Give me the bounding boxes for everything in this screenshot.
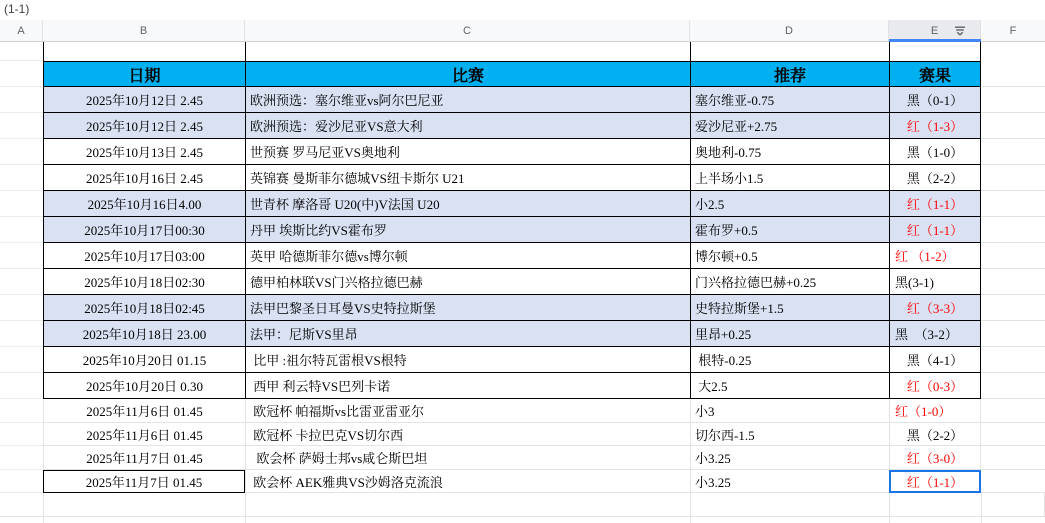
cell-date[interactable]: 2025年10月12日 2.45 — [43, 87, 245, 113]
column-header-d-label: D — [785, 24, 793, 37]
cell-match[interactable]: 欧会杯 萨姆士邦vs咸仑斯巴坦 — [245, 446, 690, 470]
cell-empty[interactable] — [981, 61, 1045, 87]
cell-match[interactable]: 欧洲预选：塞尔维亚vs阿尔巴尼亚 — [245, 87, 690, 113]
cell-result[interactable]: 红（1-1） — [889, 191, 981, 217]
header-cell-date[interactable]: 日期 — [43, 61, 245, 87]
cell-tip[interactable]: 小2.5 — [690, 191, 889, 217]
cell-match[interactable]: 欧冠杯 卡拉巴克VS切尔西 — [245, 423, 690, 446]
cell-empty[interactable] — [981, 42, 1045, 61]
cell-date[interactable]: 2025年10月16日 2.45 — [43, 165, 245, 191]
header-cell-result[interactable]: 赛果 — [889, 61, 981, 87]
cell-empty[interactable] — [0, 87, 43, 113]
cell-date[interactable]: 2025年11月6日 01.45 — [43, 399, 245, 423]
cell-match[interactable]: 英锦赛 曼斯菲尔德城VS纽卡斯尔 U21 — [245, 165, 690, 191]
cell-empty[interactable] — [981, 446, 1045, 470]
cell-empty[interactable] — [981, 87, 1045, 113]
cell-empty[interactable] — [0, 139, 43, 165]
cell-empty[interactable] — [0, 217, 43, 243]
cell-tip[interactable]: 小3 — [690, 399, 889, 423]
cell-empty[interactable] — [981, 295, 1045, 321]
cell-tip[interactable]: 根特-0.25 — [690, 347, 889, 373]
cell-result[interactable]: 红（1-0） — [889, 399, 981, 423]
header-cell-match[interactable]: 比赛 — [245, 61, 690, 87]
column-header-c-label: C — [463, 24, 471, 37]
column-header-b-label: B — [139, 24, 148, 37]
cell-empty[interactable] — [690, 493, 889, 517]
column-header-f-label: F — [1009, 24, 1017, 37]
cell-tip[interactable]: 霍布罗+0.5 — [690, 217, 889, 243]
cell-result[interactable]: 红（1-3） — [889, 113, 981, 139]
column-header-b[interactable] — [43, 20, 245, 41]
cell-empty[interactable] — [0, 347, 43, 373]
cell-match[interactable]: 世青杯 摩洛哥 U20(中)V法国 U20 — [245, 191, 690, 217]
cell-match[interactable]: 英甲 哈德斯菲尔德vs博尔顿 — [245, 243, 690, 269]
header-cell-tip[interactable]: 推荐 — [690, 61, 889, 87]
cell-empty[interactable] — [0, 423, 43, 446]
cell-date[interactable]: 2025年10月20日 01.15 — [43, 347, 245, 373]
cell-result[interactable]: 黑（2-2） — [889, 165, 981, 191]
cell-empty[interactable] — [690, 517, 889, 523]
cell-empty[interactable] — [889, 517, 981, 523]
cell-date[interactable]: 2025年11月6日 01.45 — [43, 423, 245, 446]
cell-tip[interactable]: 切尔西-1.5 — [690, 423, 889, 446]
cell-result[interactable]: 红（3-0） — [889, 446, 981, 470]
cell-match[interactable]: 法甲：尼斯VS里昂 — [245, 321, 690, 347]
cell-empty[interactable] — [0, 191, 43, 217]
cell-tip[interactable]: 史特拉斯堡+1.5 — [690, 295, 889, 321]
cell-empty[interactable] — [0, 269, 43, 295]
cell-result[interactable]: 黑（0-1） — [889, 87, 981, 113]
cell-empty[interactable] — [0, 61, 43, 87]
cell-result[interactable]: 红（1-1） — [889, 470, 981, 493]
cell-date[interactable]: 2025年10月18日02:45 — [43, 295, 245, 321]
cell-match[interactable]: 欧冠杯 帕福斯vs比雷亚雷亚尔 — [245, 399, 690, 423]
cell-empty[interactable] — [245, 42, 690, 61]
column-header-f[interactable] — [981, 20, 1045, 41]
cell-tip[interactable]: 博尔顿+0.5 — [690, 243, 889, 269]
column-header-a-label: A — [17, 24, 25, 37]
cell-empty[interactable] — [0, 399, 43, 423]
cell-empty[interactable] — [981, 423, 1045, 446]
cell-empty[interactable] — [981, 243, 1045, 269]
cell-date[interactable]: 2025年10月20日 0.30 — [43, 373, 245, 399]
column-header-d[interactable] — [690, 20, 889, 41]
cell-empty[interactable] — [0, 446, 43, 470]
cell-match[interactable]: 比甲 :祖尔特瓦雷根VS根特 — [245, 347, 690, 373]
cell-tip[interactable]: 小3.25 — [690, 470, 889, 493]
cell-match[interactable]: 世预赛 罗马尼亚VS奥地利 — [245, 139, 690, 165]
cell-empty[interactable] — [0, 42, 43, 61]
cell-empty[interactable] — [981, 191, 1045, 217]
cell-empty[interactable] — [0, 373, 43, 399]
cell-date[interactable]: 2025年11月7日 01.45 — [43, 470, 245, 493]
cell-result[interactable]: 红（1-1） — [889, 217, 981, 243]
cell-empty[interactable] — [889, 493, 981, 517]
cell-tip[interactable]: 门兴格拉德巴赫+0.25 — [690, 269, 889, 295]
cell-tip[interactable]: 塞尔维亚-0.75 — [690, 87, 889, 113]
cell-empty[interactable] — [0, 517, 43, 523]
cell-tip[interactable]: 爱沙尼亚+2.75 — [690, 113, 889, 139]
cell-match[interactable]: 法甲巴黎圣日耳曼VS史特拉斯堡 — [245, 295, 690, 321]
cell-result[interactable]: 黑（4-1） — [889, 347, 981, 373]
cell-empty[interactable] — [0, 493, 43, 517]
cell-result[interactable]: 红（3-3） — [889, 295, 981, 321]
cell-result[interactable]: 黑（1-0） — [889, 139, 981, 165]
cell-result[interactable]: 黑(3-1) — [889, 269, 981, 295]
cell-empty[interactable] — [981, 321, 1045, 347]
cell-empty[interactable] — [43, 493, 245, 517]
cell-tip[interactable]: 上半场小1.5 — [690, 165, 889, 191]
cell-tip[interactable]: 小3.25 — [690, 446, 889, 470]
cell-date[interactable]: 2025年10月13日 2.45 — [43, 139, 245, 165]
cell-empty[interactable] — [981, 470, 1045, 493]
column-dropdown-icon[interactable] — [952, 23, 968, 39]
cell-empty[interactable] — [0, 295, 43, 321]
cell-empty[interactable] — [43, 42, 245, 61]
column-header-strip — [0, 20, 1045, 42]
cell-result[interactable]: 黑（2-2） — [889, 423, 981, 446]
column-header-c[interactable] — [245, 20, 690, 41]
cell-result[interactable]: 红 （1-2） — [889, 243, 981, 269]
cell-empty[interactable] — [981, 217, 1045, 243]
cell-tip[interactable]: 大2.5 — [690, 373, 889, 399]
cell-match[interactable]: 欧会杯 AEK雅典VS沙姆洛克流浪 — [245, 470, 690, 493]
cell-empty[interactable] — [245, 517, 690, 523]
column-header-a[interactable] — [0, 20, 43, 41]
cell-date[interactable]: 2025年10月18日02:30 — [43, 269, 245, 295]
cell-tip[interactable]: 奥地利-0.75 — [690, 139, 889, 165]
cell-result[interactable]: 红（0-3） — [889, 373, 981, 399]
cell-date[interactable]: 2025年10月16日4.00 — [43, 191, 245, 217]
cell-empty[interactable] — [245, 493, 690, 517]
cell-empty[interactable] — [981, 517, 1045, 523]
cell-date[interactable]: 2025年10月12日 2.45 — [43, 113, 245, 139]
cell-date[interactable]: 2025年10月18日 23.00 — [43, 321, 245, 347]
cell-match[interactable]: 德甲柏林联VS门兴格拉德巴赫 — [245, 269, 690, 295]
cell-date[interactable]: 2025年10月17日00:30 — [43, 217, 245, 243]
cell-empty[interactable] — [981, 165, 1045, 191]
cell-match[interactable]: 西甲 利云特VS巴列卡诺 — [245, 373, 690, 399]
cell-empty[interactable] — [0, 243, 43, 269]
cell-empty[interactable] — [0, 470, 43, 493]
cell-empty[interactable] — [981, 113, 1045, 139]
cell-date[interactable]: 2025年10月17日03:00 — [43, 243, 245, 269]
cell-empty[interactable] — [0, 321, 43, 347]
cell-empty[interactable] — [0, 165, 43, 191]
cell-match[interactable]: 欧洲预选：爱沙尼亚VS意大利 — [245, 113, 690, 139]
cell-empty[interactable] — [981, 399, 1045, 423]
cell-empty[interactable] — [889, 42, 981, 61]
cell-empty[interactable] — [0, 113, 43, 139]
cell-empty[interactable] — [981, 493, 1045, 517]
column-header-e-label: E — [930, 24, 939, 37]
cell-empty[interactable] — [981, 347, 1045, 373]
cell-date[interactable]: 2025年11月7日 01.45 — [43, 446, 245, 470]
cell-empty[interactable] — [690, 42, 889, 61]
name-box: (1-1) — [4, 2, 30, 16]
cell-match[interactable]: 丹甲 埃斯比约VS霍布罗 — [245, 217, 690, 243]
cell-empty[interactable] — [43, 517, 245, 523]
selected-column-underline — [889, 39, 981, 42]
cell-result[interactable]: 黑 （3-2） — [889, 321, 981, 347]
cell-tip[interactable]: 里昂+0.25 — [690, 321, 889, 347]
cell-empty[interactable] — [981, 269, 1045, 295]
cell-empty[interactable] — [981, 373, 1045, 399]
cell-empty[interactable] — [981, 139, 1045, 165]
